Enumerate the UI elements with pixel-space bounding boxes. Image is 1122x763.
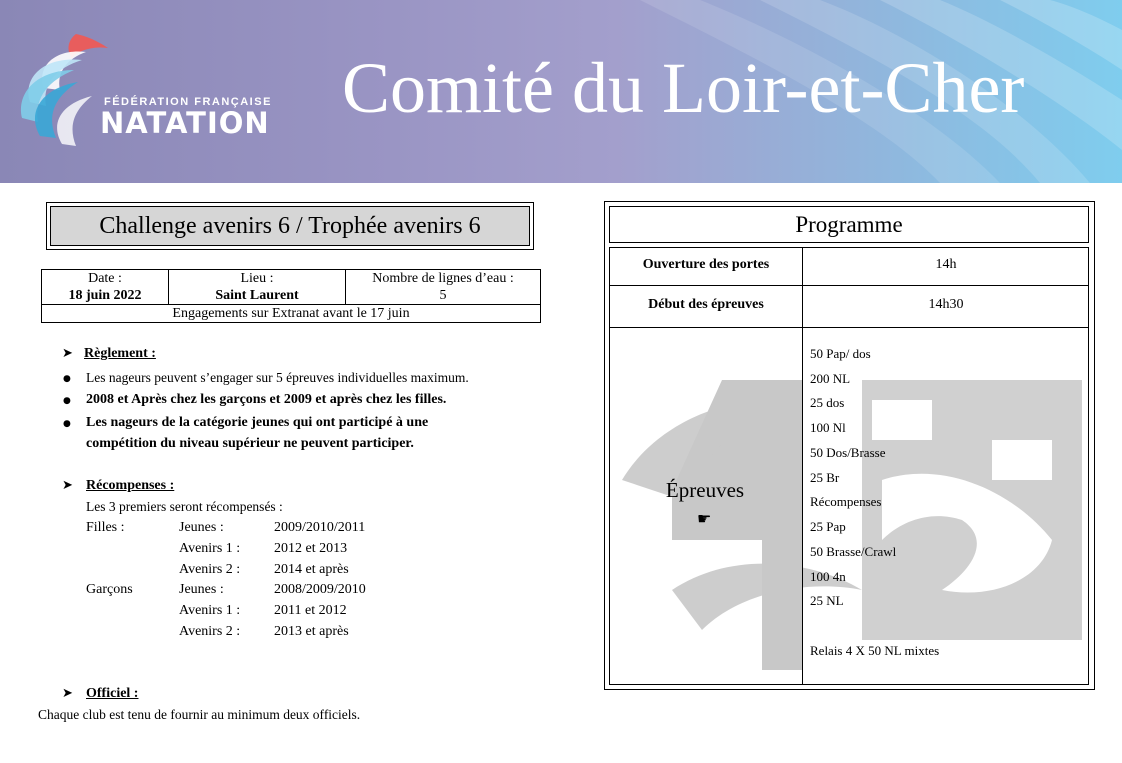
epreuve-item: 25 Pap	[810, 519, 846, 534]
garcons-years-3: 2013 et après	[274, 624, 349, 639]
programme-title: Programme	[609, 206, 1089, 243]
reglement-item-1: Les nageurs peuvent s’engager sur 5 épreuves individuelles maximum.	[86, 370, 469, 385]
ouverture-value: 14h	[935, 257, 957, 272]
engagements-cell: Engagements sur Extranat avant le 17 juin	[42, 305, 541, 323]
epreuve-item: Récompenses	[810, 494, 882, 509]
epreuve-item: 50 Dos/Brasse	[810, 445, 886, 460]
pointing-hand-icon: ☛	[697, 509, 712, 528]
officiel-text: Chaque club est tenu de fournir au minimum deux officiels.	[38, 707, 361, 722]
garcons-label: Garçons	[86, 582, 133, 597]
epreuve-item: 50 Pap/ dos	[810, 346, 871, 361]
round-bullet-icon: ●	[63, 374, 71, 384]
garcons-years-2: 2011 et 2012	[274, 603, 347, 618]
lieu-cell	[169, 270, 346, 305]
filles-cat-1: Jeunes :	[179, 520, 224, 535]
filles-years-3: 2014 et après	[274, 562, 349, 577]
page-title: Comité du Loir-et-Cher	[342, 48, 1025, 128]
epreuve-item: 25 dos	[810, 395, 845, 410]
epreuve-item: 200 NL	[810, 371, 851, 386]
lignes-label: Nombre de lignes d’eau :	[372, 271, 514, 286]
lignes-cell	[346, 270, 541, 305]
reglement-item-2: 2008 et Après chez les garçons et 2009 et après chez les filles.	[86, 392, 447, 407]
epreuve-item: 25 Br	[810, 470, 840, 485]
federation-francaise-text: FÉDÉRATION FRANÇAISE	[104, 96, 272, 108]
arrowhead-bullet-icon: ➤	[62, 478, 73, 493]
epreuve-item: Relais 4 X 50 NL mixtes	[810, 643, 940, 658]
garcons-cat-1: Jeunes :	[179, 582, 224, 597]
header-banner	[0, 0, 1122, 183]
reglement-heading: Règlement :	[84, 346, 156, 361]
programme-row-divider	[609, 327, 1089, 328]
epreuve-item: 100 Nl	[810, 420, 846, 435]
epreuve-item: 100 4n	[810, 569, 846, 584]
lignes-value: 5	[439, 288, 447, 303]
officiel-heading: Officiel :	[86, 686, 139, 701]
filles-cat-3: Avenirs 2 :	[179, 562, 241, 577]
arrowhead-bullet-icon: ➤	[62, 346, 73, 361]
reglement-item-3: Les nageurs de la catégorie jeunes qui ont participé à une	[86, 415, 429, 430]
recompenses-intro: Les 3 premiers seront récompensés :	[86, 499, 283, 514]
epreuve-item: 25 NL	[810, 593, 844, 608]
filles-years-2: 2012 et 2013	[274, 541, 348, 556]
lieu-value: Saint Laurent	[215, 288, 299, 303]
filles-cat-2: Avenirs 1 :	[179, 541, 241, 556]
garcons-cat-3: Avenirs 2 :	[179, 624, 241, 639]
filles-label: Filles :	[86, 520, 125, 535]
garcons-years-1: 2008/2009/2010	[274, 582, 366, 597]
filles-years-1: 2009/2010/2011	[274, 520, 366, 535]
round-bullet-icon: ●	[63, 396, 71, 406]
lieu-label: Lieu :	[240, 271, 274, 286]
epreuve-item: 50 Brasse/Crawl	[810, 544, 897, 559]
round-bullet-icon: ●	[63, 419, 71, 429]
recompenses-heading: Récompenses :	[86, 478, 175, 493]
event-title-box	[46, 202, 534, 250]
debut-label: Début des épreuves	[648, 297, 764, 312]
department-41-watermark-icon	[612, 340, 1088, 685]
date-cell	[42, 270, 169, 305]
info-table	[41, 269, 541, 323]
epreuves-label: Épreuves	[665, 478, 745, 502]
garcons-cat-2: Avenirs 1 :	[179, 603, 241, 618]
date-value: 18 juin 2022	[68, 288, 142, 303]
debut-value: 14h30	[928, 297, 964, 312]
event-title: Challenge avenirs 6 / Trophée avenirs 6	[50, 206, 530, 246]
arrowhead-bullet-icon: ➤	[62, 686, 73, 701]
programme-row-divider	[609, 285, 1089, 286]
natation-text: NATATION	[100, 106, 270, 140]
reglement-item-3-cont: compétition du niveau supérieur ne peuvent participer.	[86, 436, 414, 451]
ouverture-label: Ouverture des portes	[642, 257, 770, 272]
date-label: Date :	[88, 271, 122, 286]
